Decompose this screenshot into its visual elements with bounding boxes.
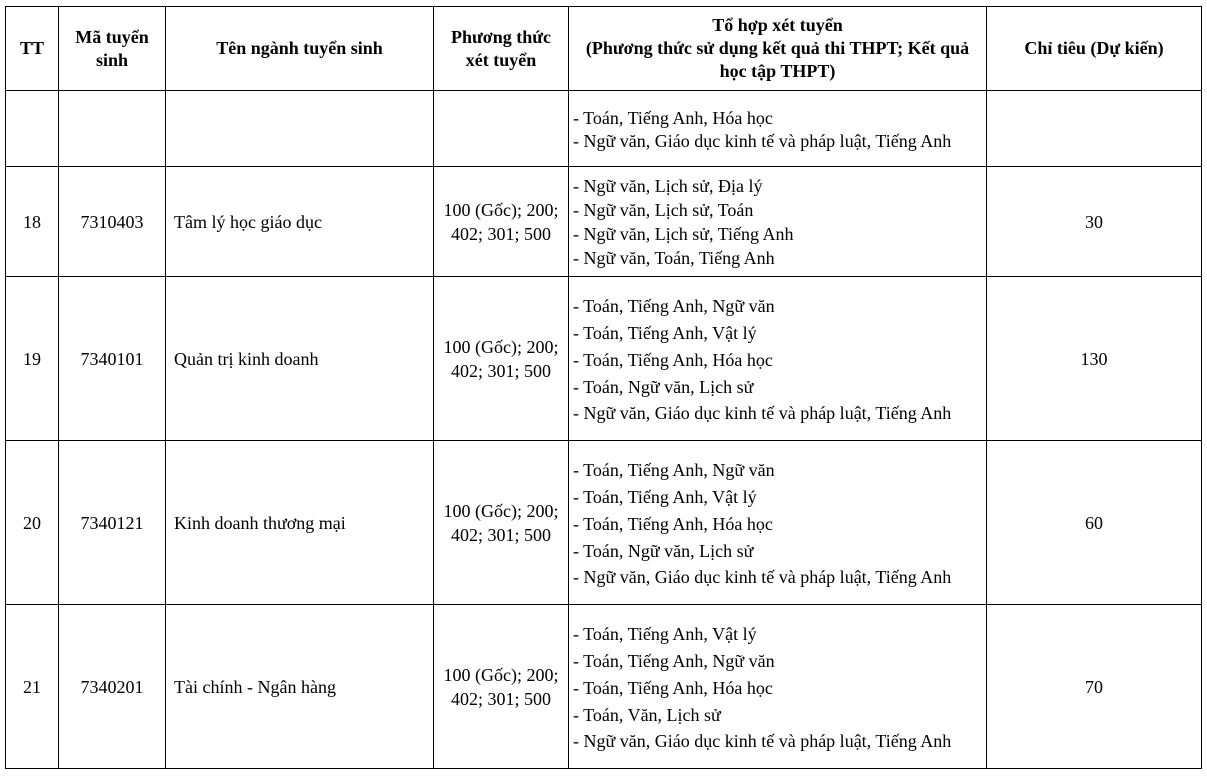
header-tt: TT (6, 7, 59, 91)
cell-name (166, 91, 434, 167)
cell-tt: 19 (6, 277, 59, 441)
cell-name: Kinh doanh thương mại (166, 441, 434, 605)
table-row (6, 91, 1202, 167)
cell-combos (569, 605, 987, 769)
header-method: Phương thức xét tuyển (434, 7, 569, 91)
combo-item: - Ngữ văn, Giáo dục kinh tế và pháp luật, Tiếng Anh (573, 730, 952, 751)
admissions-table (5, 6, 1202, 769)
cell-combos (569, 167, 987, 277)
cell-name: Quản trị kinh doanh (166, 277, 434, 441)
combo-item: - Toán, Tiếng Anh, Hóa học (573, 107, 773, 128)
cell-combos (569, 441, 987, 605)
cell-quota: 30 (987, 167, 1202, 277)
combo-item: - Ngữ văn, Lịch sử, Tiếng Anh (573, 223, 794, 244)
cell-code: 7310403 (59, 167, 166, 277)
header-combos (569, 7, 987, 91)
combo-item: - Toán, Ngữ văn, Lịch sử (573, 540, 754, 561)
cell-tt: 20 (6, 441, 59, 605)
header-name: Tên ngành tuyển sinh (166, 7, 434, 91)
cell-code (59, 91, 166, 167)
cell-quota: 130 (987, 277, 1202, 441)
combo-item: - Toán, Tiếng Anh, Vật lý (573, 623, 757, 644)
cell-quota (987, 91, 1202, 167)
combo-item: - Toán, Tiếng Anh, Vật lý (573, 486, 757, 507)
combo-item: - Ngữ văn, Giáo dục kinh tế và pháp luật, Tiếng Anh (573, 130, 952, 151)
header-code: Mã tuyển sinh (59, 7, 166, 91)
cell-combos (569, 91, 987, 167)
header-combos-title: Tổ hợp xét tuyển (712, 15, 843, 35)
combo-item: - Toán, Tiếng Anh, Hóa học (573, 349, 773, 370)
combo-item: - Ngữ văn, Giáo dục kinh tế và pháp luật, Tiếng Anh (573, 402, 952, 423)
cell-combos (569, 277, 987, 441)
combo-item: - Toán, Tiếng Anh, Hóa học (573, 677, 773, 698)
cell-method: 100 (Gốc); 200; 402; 301; 500 (434, 167, 569, 277)
combo-item: - Ngữ văn, Giáo dục kinh tế và pháp luật, Tiếng Anh (573, 566, 952, 587)
cell-quota: 60 (987, 441, 1202, 605)
cell-method (434, 91, 569, 167)
cell-code: 7340201 (59, 605, 166, 769)
combo-item: - Toán, Tiếng Anh, Ngữ văn (573, 650, 775, 671)
table-row (6, 605, 1202, 769)
cell-name: Tài chính - Ngân hàng (166, 605, 434, 769)
combo-item: - Ngữ văn, Lịch sử, Địa lý (573, 175, 763, 196)
cell-method: 100 (Gốc); 200; 402; 301; 500 (434, 441, 569, 605)
header-quota: Chỉ tiêu (Dự kiến) (987, 7, 1202, 91)
combo-item: - Toán, Văn, Lịch sử (573, 704, 721, 725)
cell-name: Tâm lý học giáo dục (166, 167, 434, 277)
header-row (6, 7, 1202, 91)
combo-item: - Toán, Ngữ văn, Lịch sử (573, 376, 754, 397)
cell-quota: 70 (987, 605, 1202, 769)
header-combos-subtitle: (Phương thức sử dụng kết quả thi THPT; Kết quả học tập THPT) (585, 38, 970, 81)
cell-tt: 18 (6, 167, 59, 277)
combo-item: - Toán, Tiếng Anh, Hóa học (573, 513, 773, 534)
cell-tt (6, 91, 59, 167)
cell-method: 100 (Gốc); 200; 402; 301; 500 (434, 277, 569, 441)
table-row (6, 277, 1202, 441)
combo-item: - Ngữ văn, Lịch sử, Toán (573, 199, 754, 220)
cell-code: 7340121 (59, 441, 166, 605)
combo-item: - Toán, Tiếng Anh, Ngữ văn (573, 295, 775, 316)
cell-code: 7340101 (59, 277, 166, 441)
cell-method: 100 (Gốc); 200; 402; 301; 500 (434, 605, 569, 769)
combo-item: - Ngữ văn, Toán, Tiếng Anh (573, 247, 775, 268)
table-row (6, 441, 1202, 605)
combo-item: - Toán, Tiếng Anh, Ngữ văn (573, 459, 775, 480)
combo-item: - Toán, Tiếng Anh, Vật lý (573, 322, 757, 343)
table-row (6, 167, 1202, 277)
cell-tt: 21 (6, 605, 59, 769)
